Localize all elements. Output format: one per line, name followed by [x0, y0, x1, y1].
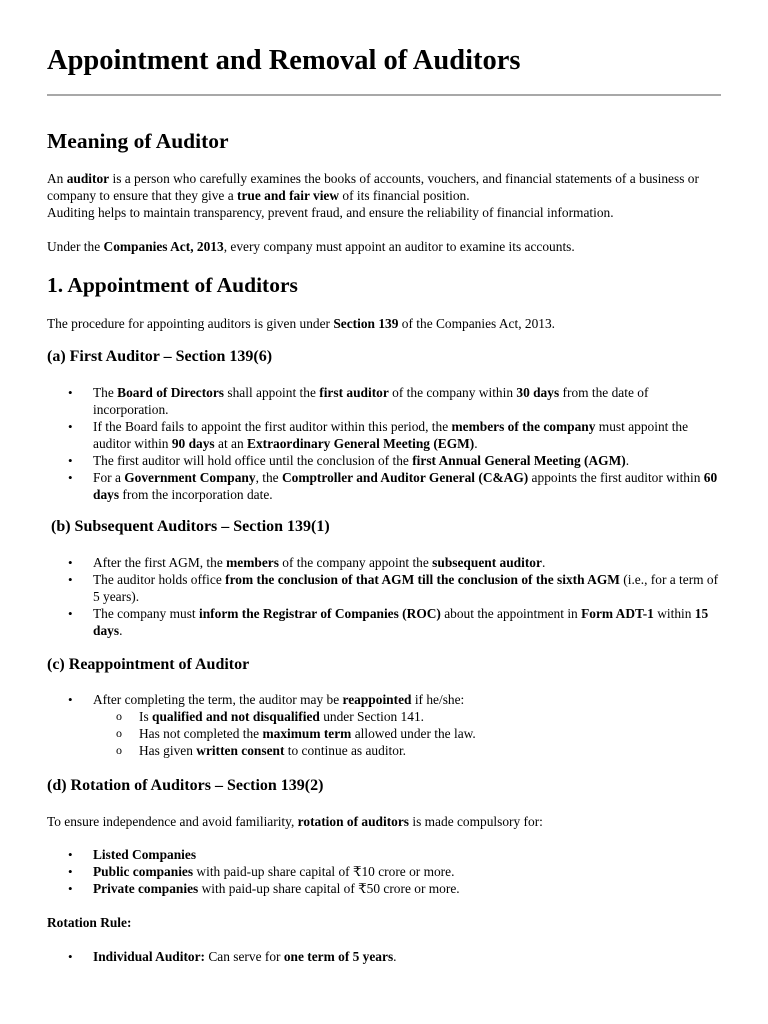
meaning-paragraph [47, 170, 723, 221]
text-run: (i.e., for a term of 5 years). [93, 572, 719, 604]
list-item [47, 384, 723, 418]
text-run: . [541, 555, 546, 570]
bold-text: first Annual General Meeting (AGM) [412, 453, 626, 468]
rotation-companies-list [47, 846, 723, 897]
text-run: . [625, 453, 630, 468]
bold-text: Section 139 [333, 316, 399, 331]
text-run: at an [214, 436, 248, 451]
bold-text: one term of 5 years [283, 949, 394, 964]
rotation-heading: (d) Rotation of Auditors – Section 139(2) [47, 777, 324, 794]
bullet-glyph: • [68, 555, 73, 570]
bold-text: inform the Registrar of Companies (ROC) [199, 606, 441, 621]
bold-text: members of the company [451, 419, 596, 434]
text-run: , the [255, 470, 282, 485]
meaning-paragraph-text-2 [47, 205, 614, 220]
text-run: If the Board fails to appoint the first auditor within this period, the [93, 419, 452, 434]
bold-text: members [226, 555, 279, 570]
bullet-glyph: • [68, 419, 73, 434]
bold-text: 60 days [93, 470, 718, 502]
bold-text: 15 days [93, 606, 709, 638]
list-item [47, 948, 723, 965]
list-item [47, 691, 723, 759]
list-item-text [139, 743, 406, 758]
text-run: Has not completed the [139, 726, 263, 741]
list-item-text [93, 419, 688, 451]
text-run: Has given [139, 743, 197, 758]
bold-text: Comptroller and Auditor General (C&AG) [281, 470, 529, 485]
list-item [47, 469, 723, 503]
bullet-glyph: • [68, 572, 73, 587]
text-run: if he/she: [411, 692, 465, 707]
text-run: is a person who carefully examines the books of accounts, vouchers, and financial statements of a business or company to ensure that they give a [47, 171, 699, 203]
text-run: After completing the term, the auditor may be [93, 692, 343, 707]
text-run: . [119, 623, 123, 638]
bold-text: 30 days [516, 385, 560, 400]
rotation-rule-label: Rotation Rule: [47, 915, 132, 930]
list-item-text [93, 453, 629, 468]
list-item-text [93, 572, 718, 604]
bold-text: from the conclusion of that AGM till the conclusion of the sixth AGM [225, 572, 620, 587]
list-item-text [93, 949, 397, 964]
text-run: The [93, 385, 118, 400]
text-run: . [474, 436, 478, 451]
bold-text: Government Company [124, 470, 256, 485]
list-item [47, 605, 723, 639]
text-run: . [393, 949, 397, 964]
text-run: Auditing helps to maintain transparency, prevent fraud, and ensure the reliability of financial information. [47, 205, 614, 220]
bold-text: first auditor [319, 385, 389, 400]
appointment-intro [47, 315, 723, 332]
bold-text: Listed Companies [93, 847, 197, 862]
page-title: Appointment and Removal of Auditors [47, 45, 521, 76]
bullet-glyph: • [68, 881, 73, 896]
text-run: of its financial position. [339, 188, 470, 203]
list-item-text [93, 555, 545, 570]
text-run: Can serve for [205, 949, 284, 964]
text-run: from the date of incorporation. [93, 385, 649, 417]
first-auditor-heading: (a) First Auditor – Section 139(6) [47, 348, 273, 365]
text-run: The first auditor will hold office until the conclusion of the [93, 453, 413, 468]
text-run: An [47, 171, 67, 186]
list-item [47, 846, 723, 863]
bullet-glyph: o [116, 726, 122, 740]
bold-text: true and fair view [237, 188, 340, 203]
list-item [93, 725, 723, 742]
text-run: appoints the first auditor within [528, 470, 704, 485]
bold-text: Individual Auditor: [93, 949, 206, 964]
bullet-glyph: • [68, 847, 73, 862]
list-item [47, 571, 723, 605]
bullet-glyph: • [68, 864, 73, 879]
bold-text: Form ADT-1 [581, 606, 654, 621]
text-run: The auditor holds office [93, 572, 226, 587]
meaning-paragraph-text [47, 171, 699, 203]
rotation-intro [47, 813, 723, 830]
text-run: To ensure independence and avoid familiarity, [47, 814, 298, 829]
text-run: within [653, 606, 695, 621]
text-run: of the Companies Act, 2013. [398, 316, 556, 331]
text-run: from the incorporation date. [119, 487, 273, 502]
bold-text: Extraordinary General Meeting (EGM) [247, 436, 475, 451]
list-item [47, 880, 723, 897]
list-item [47, 452, 723, 469]
bold-text: written consent [196, 743, 285, 758]
text-run: For a [93, 470, 125, 485]
text-run: with paid-up share capital of ₹10 crore or more. [193, 864, 455, 879]
bullet-glyph: • [68, 385, 73, 400]
bullet-glyph: o [116, 709, 122, 723]
bullet-glyph: • [68, 692, 73, 707]
list-item-text [93, 864, 454, 879]
list-item-text [93, 692, 464, 707]
list-item-text [139, 709, 424, 724]
text-run: under Section 141. [319, 709, 424, 724]
title-divider [47, 94, 721, 96]
appointment-heading: 1. Appointment of Auditors [47, 273, 298, 297]
list-item [47, 554, 723, 571]
bullet-glyph: • [68, 949, 73, 964]
text-run: The company must [93, 606, 199, 621]
subsequent-auditors-heading: (b) Subsequent Auditors – Section 139(1) [47, 518, 330, 535]
list-item-text [93, 385, 648, 417]
text-run: After the first AGM, the [93, 555, 227, 570]
text-run: to continue as auditor. [284, 743, 407, 758]
bold-text: Public companies [93, 864, 194, 879]
list-item-text [93, 606, 708, 638]
text-run: must appoint the auditor within [93, 419, 689, 451]
list-item-text [139, 726, 476, 741]
text-run: with paid-up share capital of ₹50 crore or more. [198, 881, 460, 896]
text-run: of the company within [388, 385, 517, 400]
list-item [93, 742, 723, 759]
text-run: Under the [47, 239, 104, 254]
list-item-text [93, 881, 460, 896]
reappointment-conditions-list [93, 708, 723, 759]
text-run: is made compulsory for: [409, 814, 543, 829]
bullet-glyph: • [68, 606, 73, 621]
bold-text: Companies Act, 2013 [103, 239, 224, 254]
text-run: shall appoint the [224, 385, 320, 400]
bullet-glyph: o [116, 743, 122, 757]
reappointment-heading: (c) Reappointment of Auditor [47, 656, 250, 673]
list-item-text [93, 470, 717, 502]
text-run: of the company appoint the [278, 555, 433, 570]
meaning-heading: Meaning of Auditor [47, 129, 229, 153]
bold-text: reappointed [342, 692, 412, 707]
text-run: The procedure for appointing auditors is given under [47, 316, 334, 331]
reappointment-list [47, 691, 723, 759]
text-run: , every company must appoint an auditor to examine its accounts. [223, 239, 575, 254]
subsequent-auditors-list [47, 554, 723, 639]
bold-text: subsequent auditor [432, 555, 542, 570]
list-item [47, 418, 723, 452]
rotation-rule-list [47, 948, 723, 965]
bullet-glyph: • [68, 470, 73, 485]
list-item [47, 863, 723, 880]
bold-text: 90 days [171, 436, 215, 451]
text-run: Is [139, 709, 153, 724]
bold-text: rotation of auditors [297, 814, 410, 829]
bullet-glyph: • [68, 453, 73, 468]
bold-text: auditor [66, 171, 110, 186]
companies-act-paragraph [47, 238, 723, 255]
bold-text: qualified and not disqualified [152, 709, 320, 724]
first-auditor-list [47, 384, 723, 503]
bold-text: maximum term [262, 726, 352, 741]
bold-text: Private companies [93, 881, 199, 896]
text-run: allowed under the law. [351, 726, 476, 741]
list-item-text [93, 847, 196, 862]
bold-text: Board of Directors [117, 385, 225, 400]
list-item [93, 708, 723, 725]
text-run: about the appointment in [440, 606, 582, 621]
